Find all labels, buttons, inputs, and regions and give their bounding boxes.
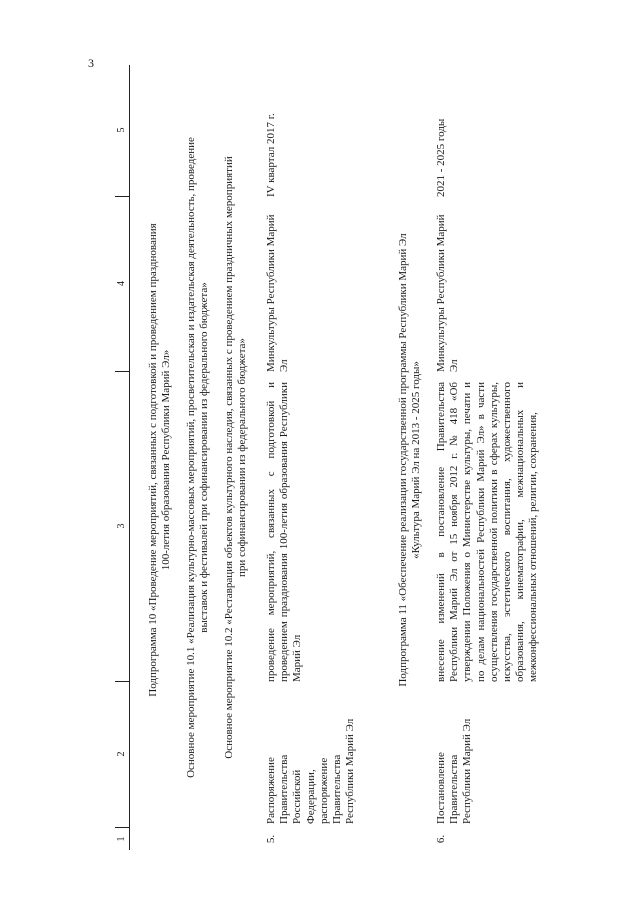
- activity-10-1-line-1: Основное мероприятие 10.1 «Реализация культурно-массовых мероприятий, просветительская и издательская деятельность, проведение: [185, 137, 197, 778]
- row-5-basis: Распоряжение Правительства Российской Федерации, распоряжение Правительства Республики Марий Эл: [265, 718, 357, 824]
- table-header-row: [115, 65, 130, 850]
- subprogram-10-line-1: Подпрограмма 10 «Проведение мероприятий, связанных с подготовкой и проведением празднования: [147, 223, 159, 697]
- activity-10-2-line-1: Основное мероприятие 10.2 «Реставрация объектов культурного наследия, связанных с проведением праздничных мероприятий: [223, 156, 235, 759]
- row-6-executor: Минкультуры Республики Марий Эл: [435, 214, 461, 372]
- row-5-number: 5.: [265, 834, 277, 844]
- page-number: 3: [88, 56, 94, 70]
- row-6-period: 2021 - 2025 годы: [435, 118, 447, 197]
- subprogram-11-line-2: «Культура Марий Эл на 2013 - 2025 годы»: [410, 361, 423, 559]
- table-header-col-4: 4: [115, 196, 129, 372]
- activity-10-2-line-2: при софинансировании из федерального бюджета»: [236, 338, 249, 577]
- subprogram-11-heading: [397, 130, 423, 790]
- table-header-col-3: 3: [115, 371, 129, 682]
- table-header-col-5: 5: [115, 64, 129, 197]
- subprogram-10-line-2: 100-летия образования Республики Марий Эл»: [160, 349, 173, 571]
- row-6-content: внесение изменений в постановление Правительства Республики Марий Эл от 15 ноября 2012 г. № 418 «Об утверждении Положения о Министерстве культуры, печати и по делам национальностей Республики Марий Эл» в части осуществления государственной политики в сферах культуры, искусства, эстетического воспитания, художественного образования, кинематографии, межнациональных и межконфессиональных отношений, религии, сохранения,: [435, 382, 540, 682]
- row-6-number: 6.: [435, 834, 447, 844]
- activity-10-1-line-2: выставок и фестивалей при софинансировании из федерального бюджета»: [198, 282, 211, 633]
- rotated-table-page: [115, 65, 605, 850]
- row-5-executor: Минкультуры Республики Марий Эл: [265, 214, 291, 372]
- table-header-col-1: 1: [116, 836, 127, 842]
- activity-10-2-heading: [223, 65, 249, 850]
- row-5-content: проведение мероприятий, связанных с подготовкой и проведением празднования 100-летия образования Республики Марий Эл: [265, 382, 304, 682]
- activity-10-1-heading: [185, 65, 211, 850]
- subprogram-11-line-1: Подпрограмма 11 «Обеспечение реализации государственной программы Республики Марий Эл: [397, 233, 409, 687]
- subprogram-10-heading: [147, 130, 173, 790]
- row-6-basis: Постановление Правительства Республики Марий Эл: [435, 718, 474, 824]
- row-5-period: IV квартал 2017 г.: [265, 113, 277, 197]
- table-header-col-2: 2: [115, 681, 129, 828]
